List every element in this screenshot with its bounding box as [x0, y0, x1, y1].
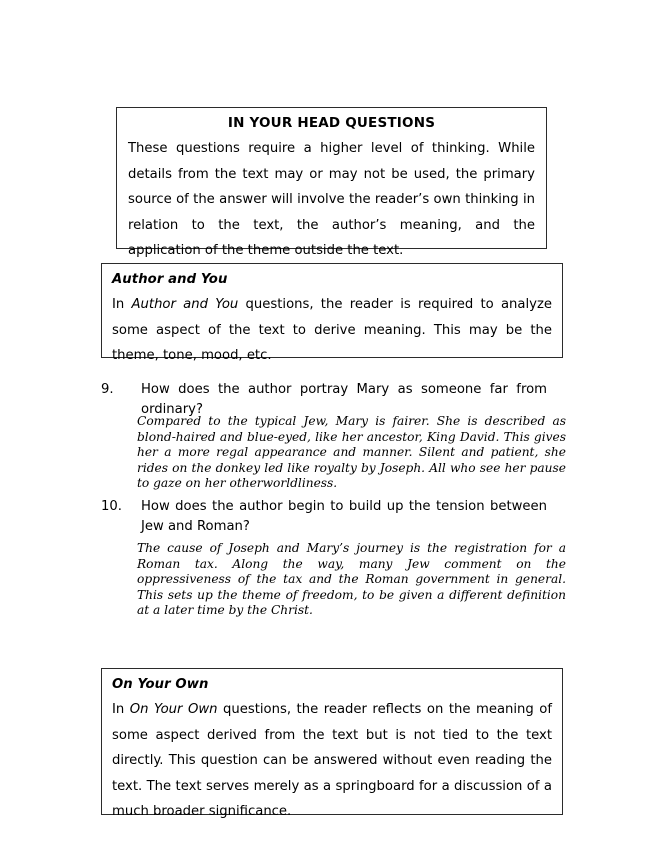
- question-text-9: How does the author portray Mary as someone far from ordinary?: [141, 382, 547, 417]
- author-and-you-body-prefix: In: [112, 297, 132, 312]
- author-and-you-body-emphasis: Author and You: [131, 297, 239, 312]
- question-number-9: 9.: [101, 382, 114, 397]
- on-your-own-body: [112, 697, 552, 825]
- in-your-head-questions-body: These questions require a higher level of thinking. While details from the text may or may not be used, the primary source of the answer will involve the reader’s own thinking in relation to the text, the author’s meaning, and the application of the theme outside the text.: [128, 141, 535, 258]
- question-text-10: How does the author begin to build up the tension between Jew and Roman?: [141, 499, 547, 534]
- in-your-head-questions-title: IN YOUR HEAD QUESTIONS: [227, 115, 436, 131]
- question-number-10: 10.: [101, 499, 122, 514]
- on-your-own-body-rest: questions, the reader reflects on the meaning of some aspect derived from the text but is not tied to the text directly. This question can be answered without even reading the text. The text serves merely as a springboard for a discussion of a much broader significance.: [112, 702, 552, 819]
- author-and-you-body: [112, 292, 552, 369]
- author-and-you-body-rest: questions, the reader is required to analyze some aspect of the text to derive meaning. This may be the theme, tone, mood, etc.: [112, 297, 552, 363]
- on-your-own-label: On Your Own: [112, 677, 209, 692]
- on-your-own-body-emphasis: On Your Own: [129, 702, 218, 717]
- question-item-10: [101, 497, 547, 537]
- answer-text-10: The cause of Joseph and Mary’s journey is the registration for a Roman tax. Along the way, many Jew comment on the oppressiveness of the tax and the Roman government in general. This sets up the theme of freedom, to be given a different definition at a later time by the Christ.: [137, 541, 566, 618]
- author-and-you-label: Author and You: [112, 272, 228, 287]
- on-your-own-box: [101, 668, 563, 819]
- author-and-you-box: [101, 263, 563, 363]
- in-your-head-questions-box: [116, 107, 547, 258]
- answer-text-9: Compared to the typical Jew, Mary is fairer. She is described as blond-haired and blue-eyed, like her ancestor, King David. This gives her a more regal appearance and manner. Silent and patient, she rides on the donkey led like royalty by Joseph. All who see her pause to gaze on her otherworldliness.: [137, 414, 566, 491]
- on-your-own-body-prefix: In: [112, 702, 130, 717]
